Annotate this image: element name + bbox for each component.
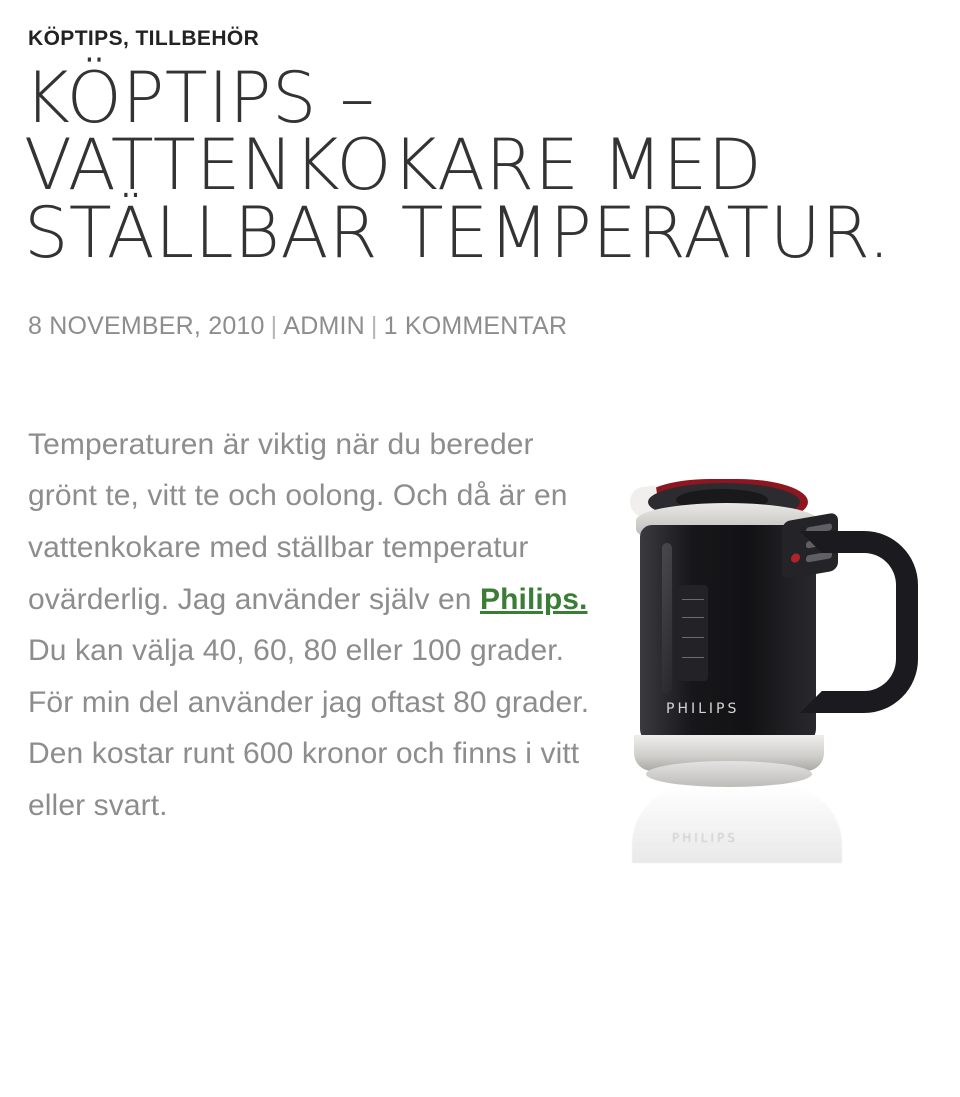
gauge-tick [682, 599, 704, 600]
article-author[interactable]: ADMIN [283, 311, 365, 340]
article-content [28, 419, 932, 845]
article-categories-label[interactable]: KÖPTIPS, TILLBEHÖR [28, 27, 260, 50]
gauge-tick [682, 637, 704, 638]
article-meta [28, 311, 932, 341]
gauge-tick [682, 617, 704, 618]
body-text-part-2: Du kan välja 40, 60, 80 eller 100 grader. För min del använder jag oftast 80 grader. Den kostar runt 600 kronor och finns i vitt eller svart. [28, 634, 590, 822]
body-text-part-1: Temperaturen är viktig när du bereder grönt te, vitt te och oolong. Och då är en vattenkokare med ställbar temperatur ovärderlig. Jag använder själv en [28, 427, 568, 616]
kettle-water-gauge [678, 585, 708, 681]
product-image [632, 473, 932, 873]
kettle-brand-label: PHILIPS [666, 700, 740, 717]
page-title: KÖPTIPS – VATTENKOKARE MED STÄLLBAR TEMPERATUR. [24, 57, 891, 274]
kettle-reflection [632, 785, 842, 863]
kettle-base-disc [646, 761, 812, 787]
power-indicator [791, 553, 800, 564]
philips-link[interactable]: Philips. [480, 582, 588, 616]
meta-separator-2: | [370, 311, 378, 340]
article-comment-count[interactable]: 1 KOMMENTAR [383, 311, 568, 340]
gauge-tick [682, 657, 704, 658]
kettle-reflection-label: PHILIPS [672, 830, 738, 845]
article-categories[interactable] [28, 26, 932, 51]
meta-separator-1: | [270, 311, 278, 340]
article-date: 8 NOVEMBER, 2010 [28, 311, 265, 340]
kettle-handle [800, 531, 918, 713]
kettle-illustration [632, 473, 932, 803]
